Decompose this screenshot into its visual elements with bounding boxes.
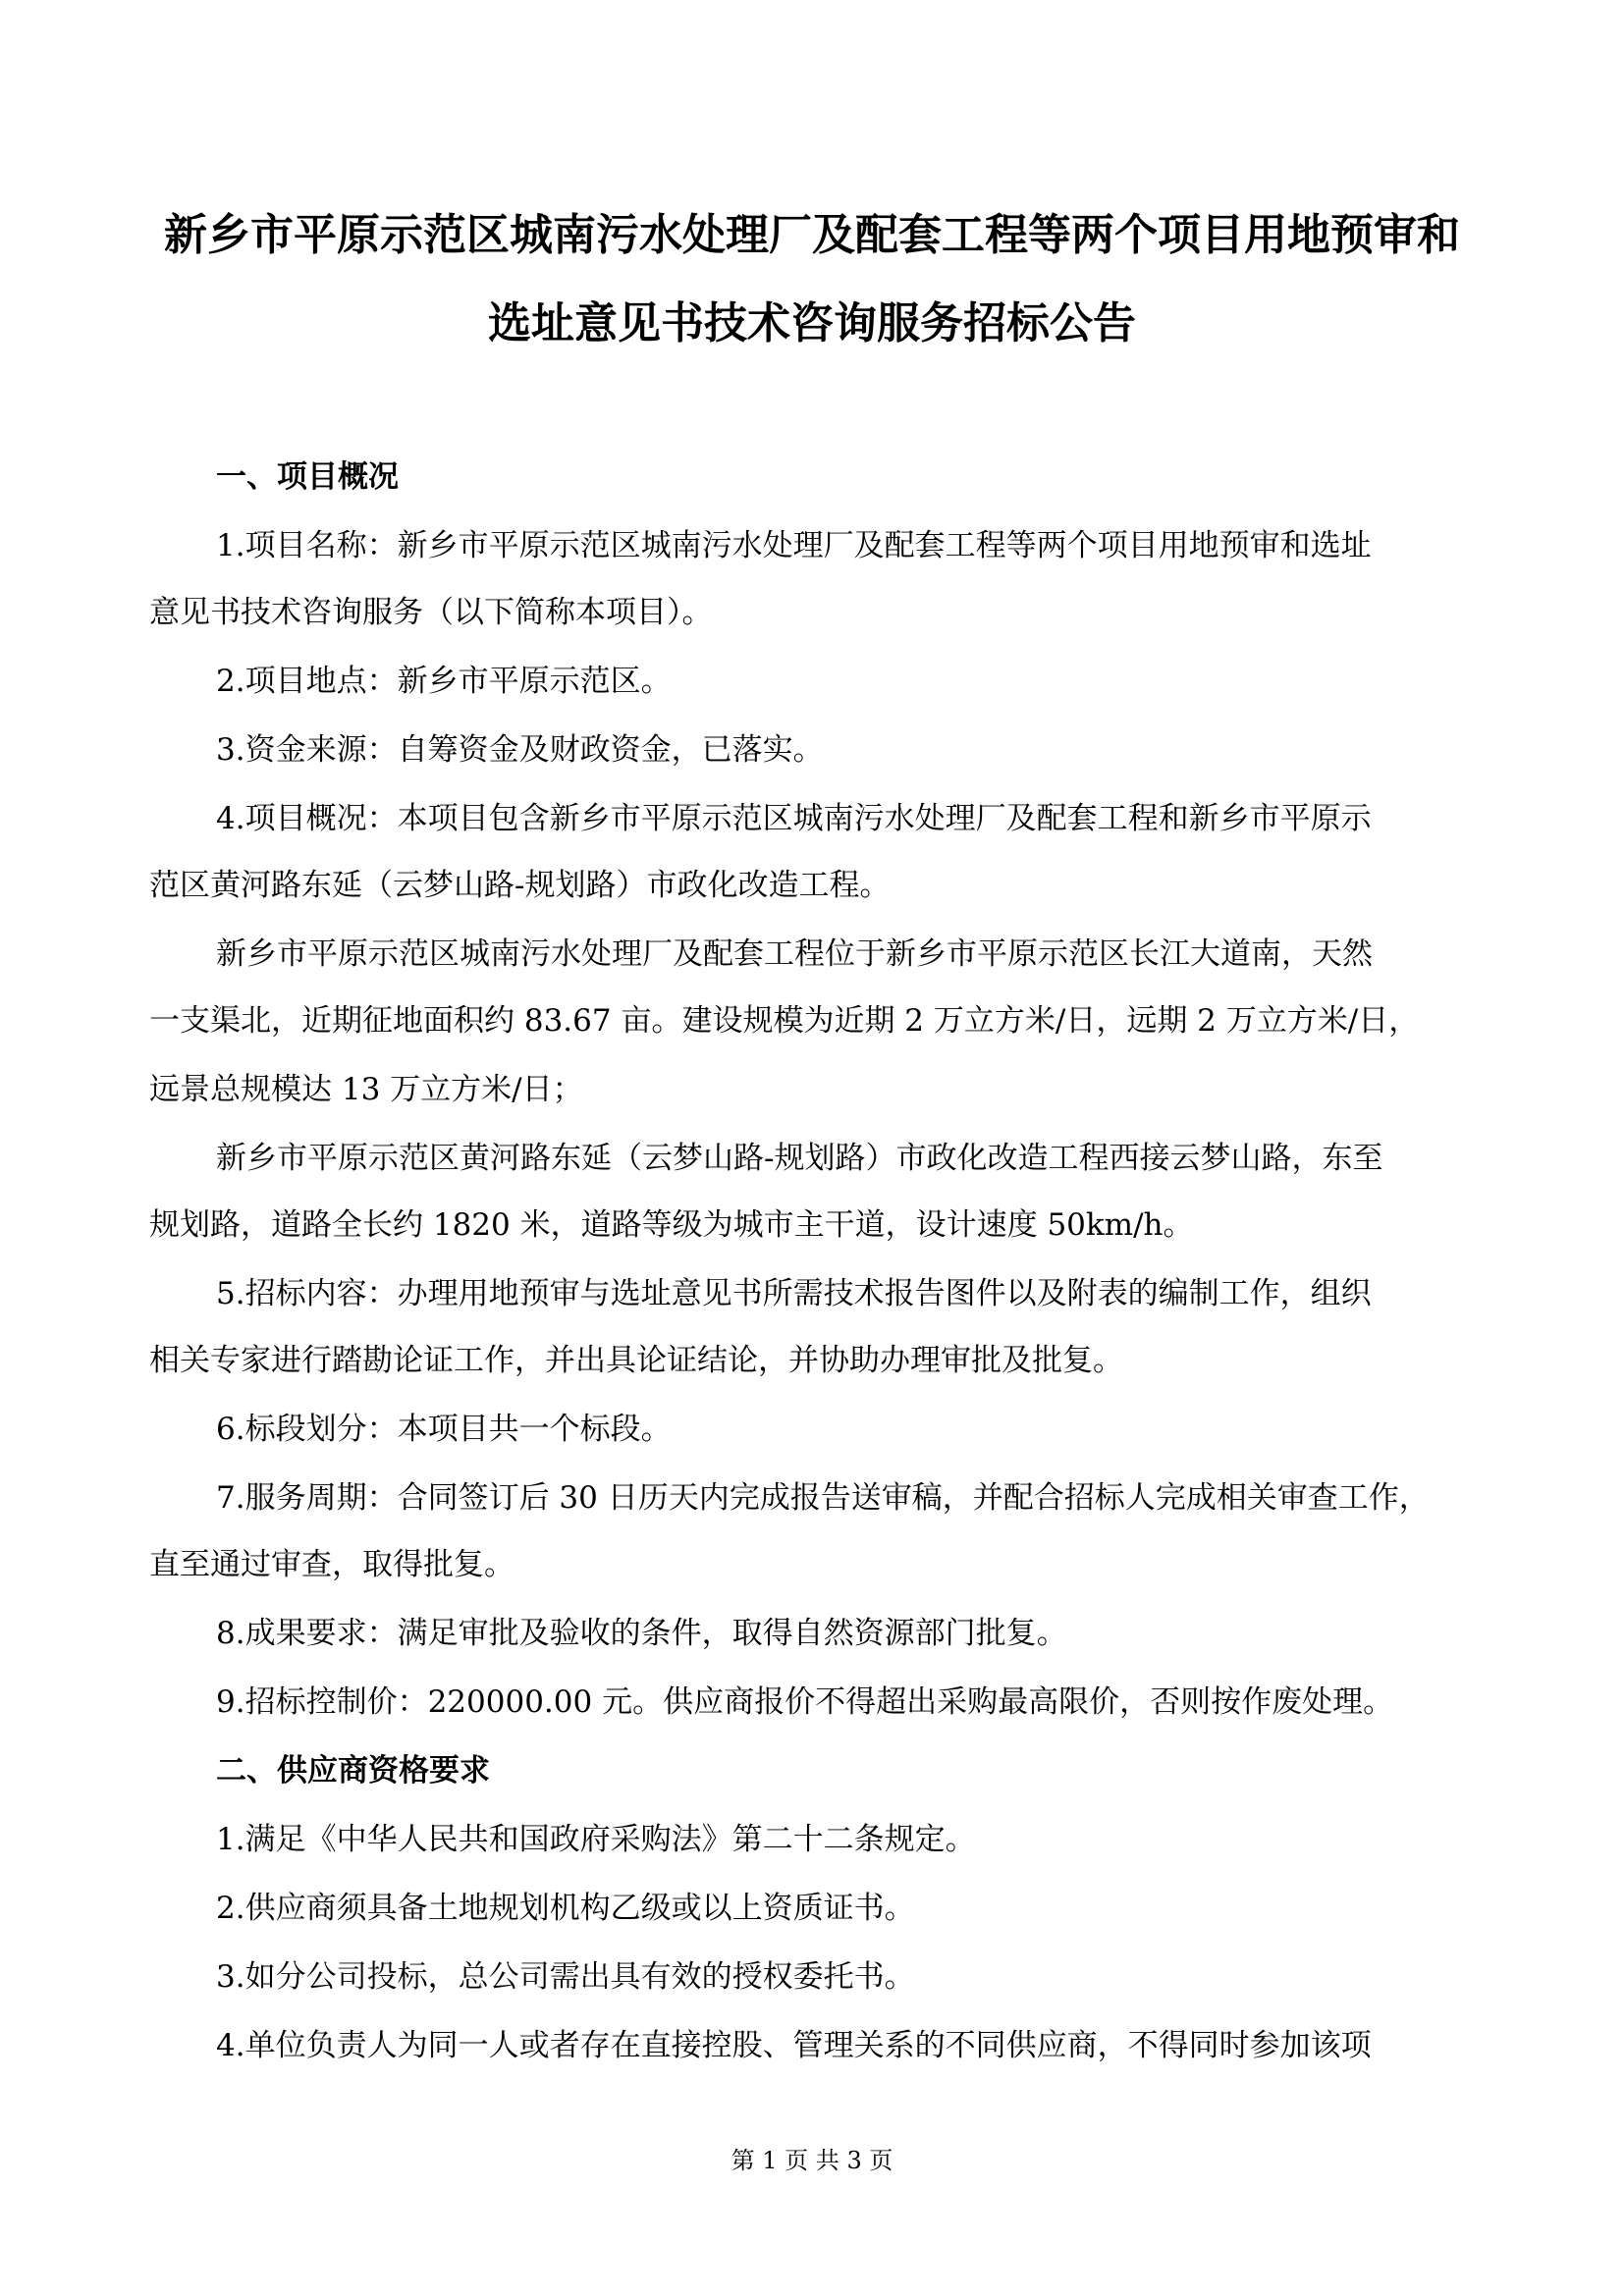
document-title-line-2: 选址意见书技术咨询服务招标公告 [488, 298, 1136, 348]
paragraph-related-suppliers: 4.单位负责人为同一人或者存在直接控股、管理关系的不同供应商，不得同时参加该项 [216, 2028, 1372, 2063]
page-footer: 第 1 页 共 3 页 [731, 2147, 893, 2174]
paragraph-project-name: 1.项目名称：新乡市平原示范区城南污水处理厂及配套工程等两个项目用地预审和选址 [216, 528, 1372, 563]
document-title-line-1: 新乡市平原示范区城南污水处理厂及配套工程等两个项目用地预审和 [164, 210, 1460, 260]
paragraph-project-name-cont: 意见书技术咨询服务（以下简称本项目）。 [149, 595, 713, 630]
paragraph-tender-content: 5.招标内容：办理用地预审与选址意见书所需技术报告图件以及附表的编制工作，组织 [216, 1276, 1372, 1311]
paragraph-branch-authorization: 3.如分公司投标，总公司需出具有效的授权委托书。 [216, 1959, 915, 1995]
paragraph-procurement-law: 1.满足《中华人民共和国政府采购法》第二十二条规定。 [216, 1822, 976, 1857]
paragraph-project-overview-cont: 范区黄河路东延（云梦山路-规划路）市政化改造工程。 [149, 868, 891, 903]
paragraph-qualification-certificate: 2.供应商须具备土地规划机构乙级或以上资质证书。 [216, 1891, 915, 1926]
section-heading-qualifications: 二、供应商资格要求 [216, 1753, 490, 1789]
paragraph-control-price: 9.招标控制价：220000.00 元。供应商报价不得超出采购最高限价，否则按作废处理。 [216, 1684, 1394, 1720]
paragraph-tender-content-cont: 相关专家进行踏勘论证工作，并出具论证结论，并协助办理审批及批复。 [149, 1343, 1123, 1378]
paragraph-sewage-plant-cont: 一支渠北，近期征地面积约 83.67 亩。建设规模为近期 2 万立方米/日，远期 2 万立方米/日， [149, 1003, 1420, 1039]
paragraph-project-location: 2.项目地点：新乡市平原示范区。 [216, 664, 672, 699]
paragraph-road-project: 新乡市平原示范区黄河路东延（云梦山路-规划路）市政化改造工程西接云梦山路，东至 [216, 1141, 1383, 1176]
paragraph-funding-source: 3.资金来源：自筹资金及财政资金，已落实。 [216, 732, 824, 768]
paragraph-service-period-cont: 直至通过审查，取得批复。 [149, 1547, 514, 1582]
paragraph-lot-division: 6.标段划分：本项目共一个标段。 [216, 1412, 672, 1447]
paragraph-road-project-cont: 规划路，道路全长约 1820 米，道路等级为城市主干道，设计速度 50km/h。 [149, 1207, 1194, 1243]
paragraph-sewage-plant: 新乡市平原示范区城南污水处理厂及配套工程位于新乡市平原示范区长江大道南，天然 [216, 936, 1373, 972]
paragraph-deliverable-requirements: 8.成果要求：满足审批及验收的条件，取得自然资源部门批复。 [216, 1616, 1067, 1651]
paragraph-project-overview: 4.项目概况：本项目包含新乡市平原示范区城南污水处理厂及配套工程和新乡市平原示 [216, 801, 1372, 836]
paragraph-sewage-plant-cont-2: 远景总规模达 13 万立方米/日； [149, 1072, 583, 1107]
section-heading-overview: 一、项目概况 [216, 459, 399, 495]
paragraph-service-period: 7.服务周期：合同签订后 30 日历天内完成报告送审稿，并配合招标人完成相关审查工作， [216, 1480, 1430, 1516]
